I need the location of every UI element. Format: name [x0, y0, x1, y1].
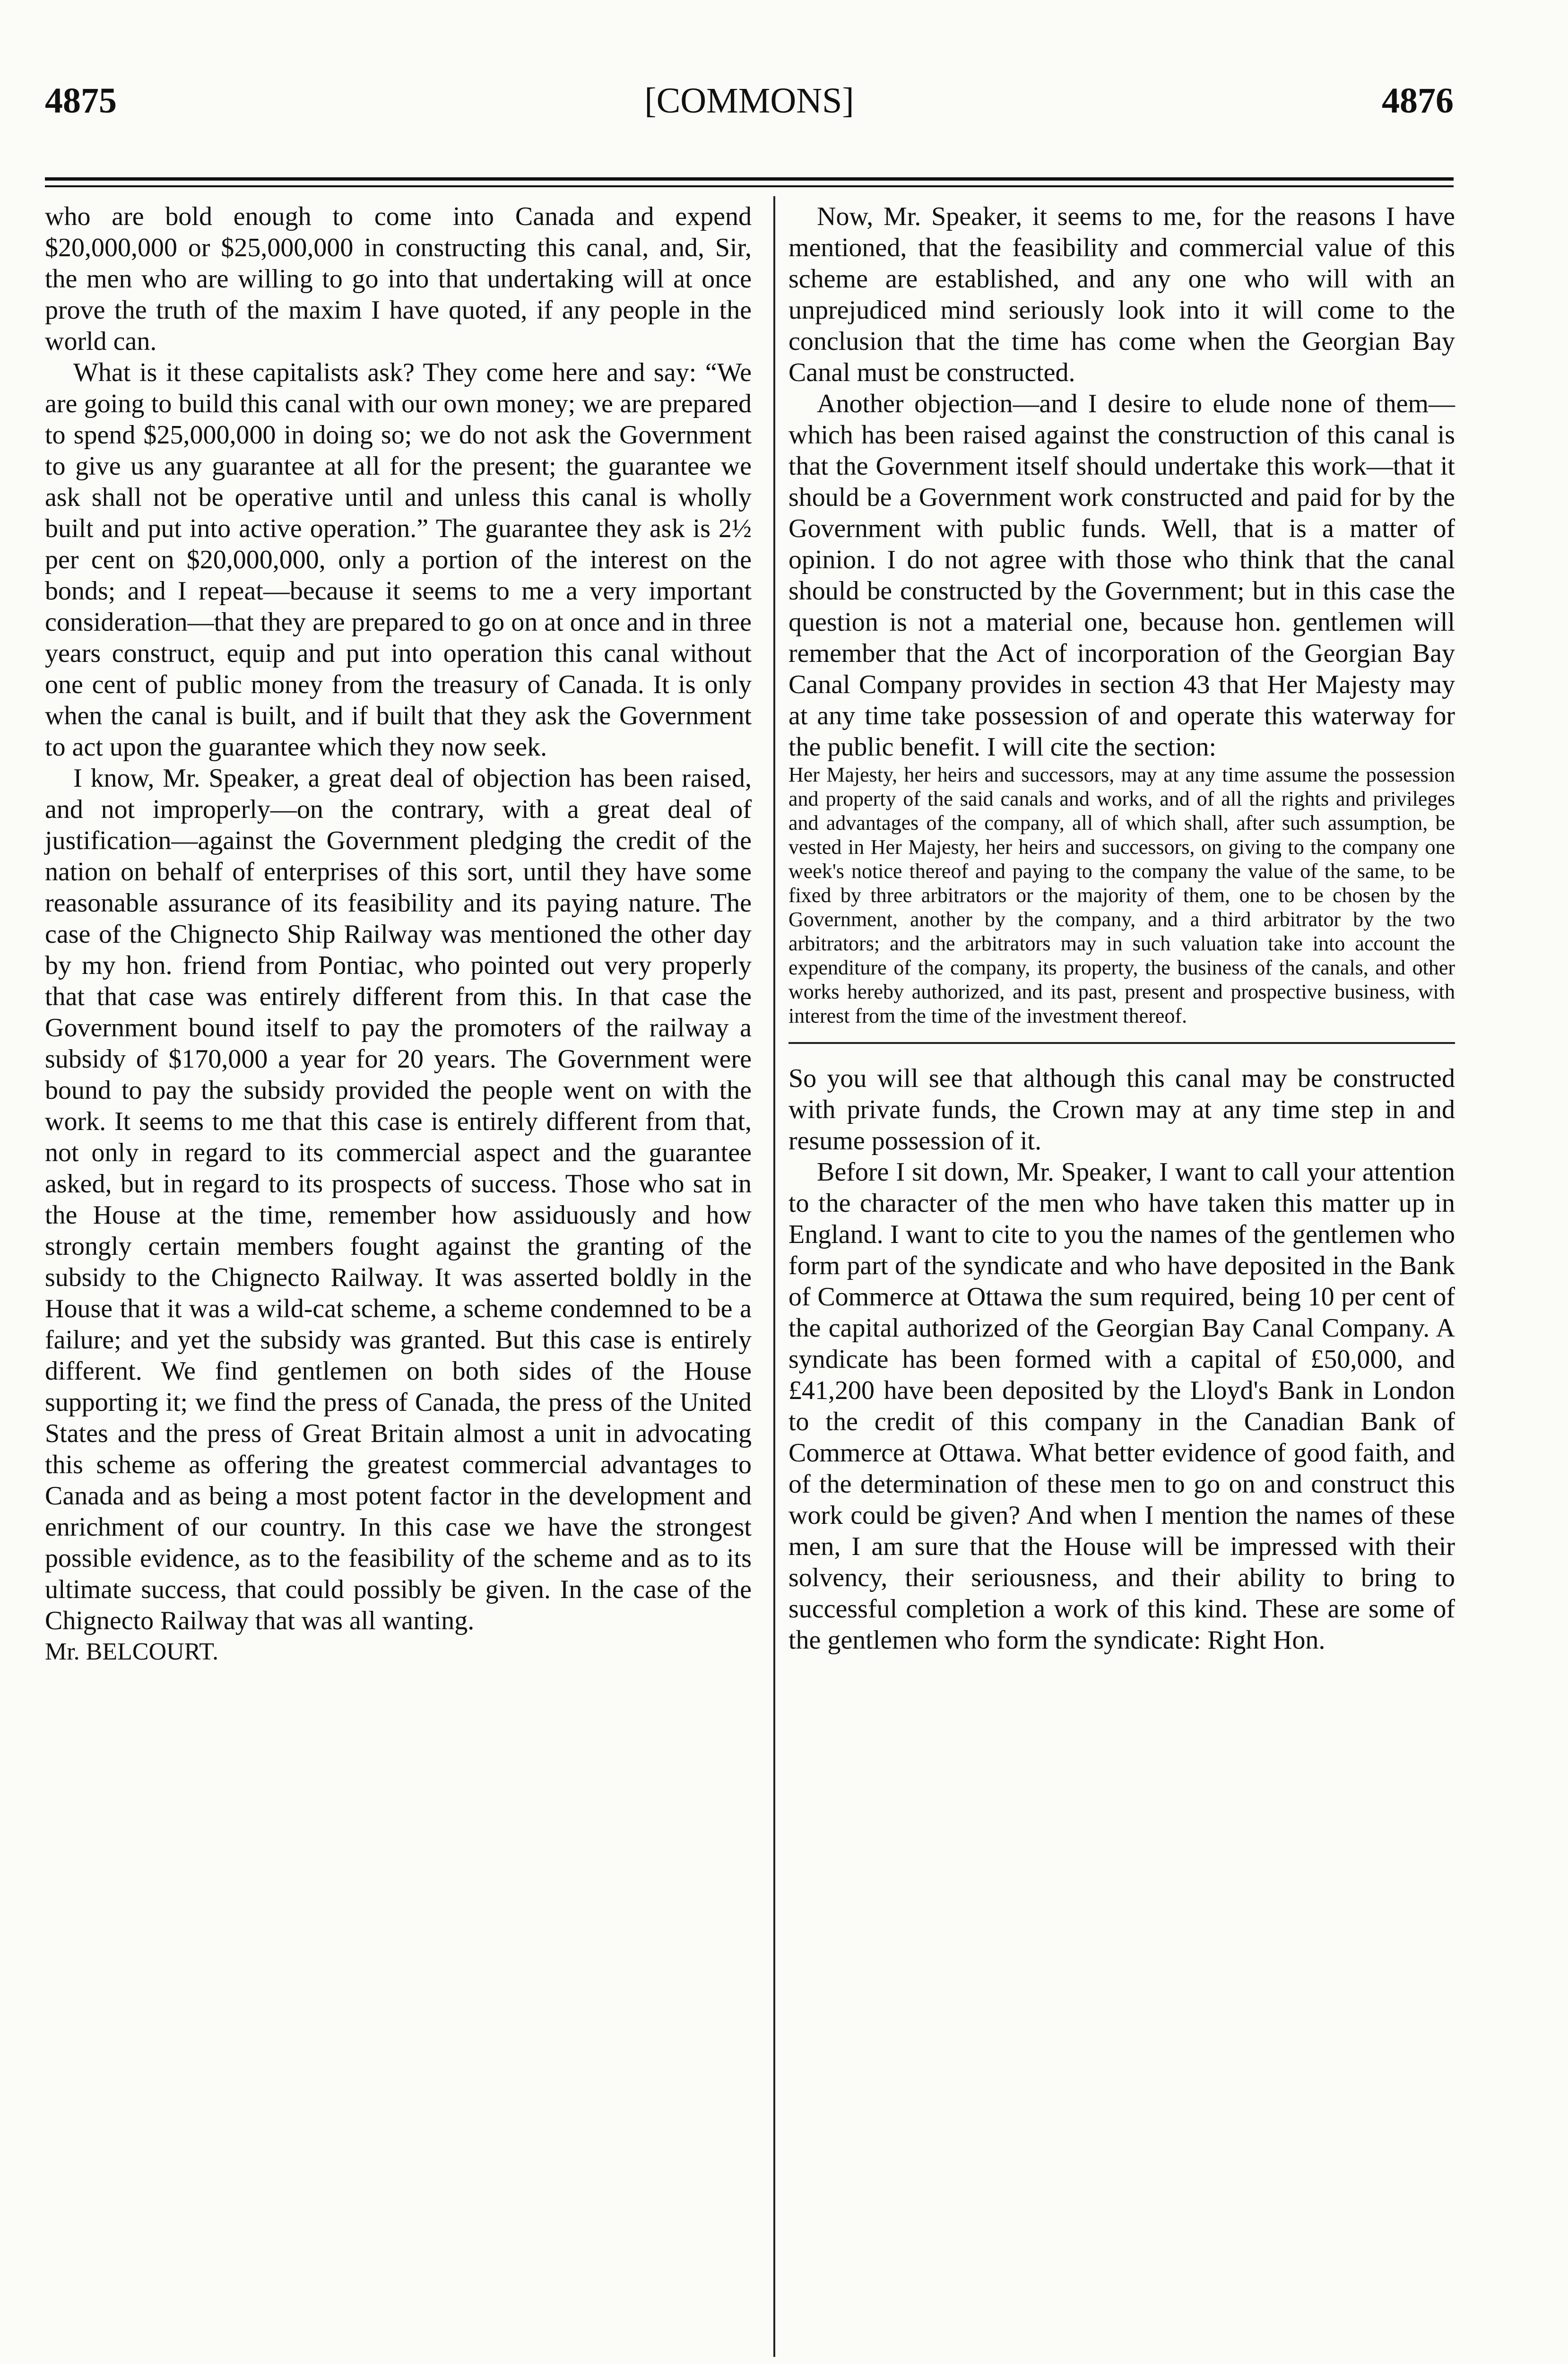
left-column [45, 201, 752, 1668]
page-number-right: 4876 [1382, 81, 1454, 121]
quote-separator [788, 1042, 1455, 1044]
right-column [788, 201, 1455, 1656]
right-paragraph-1: Now, Mr. Speaker, it seems to me, for the reasons I have mentioned, that the feasibility and commercial value of this scheme are established, and any one who will with an unprejudiced mind seriously look into it will come to the conclusion that the time has come when the Georgian Bay Canal must be constructed. [788, 202, 1455, 387]
page-header [45, 71, 1454, 147]
left-paragraph-1: who are bold enough to come into Canada and expend $20,000,000 or $25,000,000 in constructing this canal, and, Sir, the men who are willing to go into that undertaking will at once prove the truth of the maxim I have quoted, if any people in the world can. [45, 202, 752, 356]
left-paragraph-2: What is it these capitalists ask? They come here and say: “We are going to build this canal with our own money; we are prepared to spend $25,000,000 in doing so; we do not ask the Government to give us any guarantee at all for the present; the guarantee we ask shall not be operative until and unless this canal is wholly built and put into active operation.” The guarantee they ask is 2½ per cent on $20,000,000, only a portion of the interest on the bonds; and I repeat—because it seems to me a very important consideration—that they are prepared to go on at once and in three years construct, equip and put into operation this canal without one cent of public money from the treasury of Canada. It is only when the canal is built, and if built that they ask the Government to act upon the guarantee which they now seek. [45, 358, 752, 762]
left-paragraph-3: I know, Mr. Speaker, a great deal of objection has been raised, and not improperly—on the contrary, with a great deal of justification—against the Government pledging the credit of the nation on behalf of enterprises of this sort, until they have some reasonable assurance of its feasibility and its paying nature. The case of the Chignecto Ship Railway was mentioned the other day by my hon. friend from Pontiac, who pointed out very properly that that case was entirely different from this. In that case the Government bound itself to pay the promoters of the railway a subsidy of $170,000 a year for 20 years. The Government were bound to pay the subsidy provided the people went on with the work. It seems to me that this case is entirely different from that, not only in regard to its commercial aspect and the guarantee asked, but in regard to its prospects of success. Those who sat in the House at the time, remember how assiduously and how strongly certain members fought against the granting of the subsidy to the Chignecto Railway. It was asserted boldly in the House that it was a wild-cat scheme, a scheme condemned to be a failure; and yet the subsidy was granted. But this case is entirely different. We find gentlemen on both sides of the House supporting it; we find the press of Canada, the press of the United States and the press of Great Britain almost a unit in advocating this scheme as offering the greatest commercial advantages to Canada and as being a most potent factor in the development and enrichment of our country. In this case we have the strongest possible evidence, as to the feasibility of the scheme and as to its ultimate success, that could possibly be given. In the case of the Chignecto Railway that was all wanting. [45, 764, 752, 1635]
speaker-name: Mr. BELCOURT. [45, 1638, 219, 1665]
quoted-section: Her Majesty, her heirs and successors, may at any time assume the possession and property of the said canals and works, and of all the rights and privileges and advantages of the company, all of which shall, after such assumption, be vested in Her Majesty, her heirs and successors, on giving to the company one week's notice thereof and paying to the company the value of the same, to be fixed by three arbitrators or the majority of them, one to be chosen by the Government, another by the company, and a third arbitrator by the two arbitrators; and the arbitrators may in such valuation take into account the expenditure of the company, its property, the business of the canals, and other works hereby authorized, and its past, present and prospective business, with interest from the time of the investment thereof. [788, 763, 1455, 1027]
right-paragraph-2: Another objection—and I desire to elude none of them—which has been raised against the construction of this canal is that the Government itself should undertake this work—that it should be a Government work constructed and paid for by the Government with public funds. Well, that is a matter of opinion. I do not agree with those who think that the canal should be constructed by the Government; but in this case the question is not a material one, because hon. gentlemen will remember that the Act of incorporation of the Georgian Bay Canal Company provides in section 43 that Her Majesty may at any time take possession of and operate this waterway for the public benefit. I will cite the section: [788, 389, 1455, 762]
right-paragraph-4: Before I sit down, Mr. Speaker, I want to call your attention to the character of the men who have taken this matter up in England. I want to cite to you the names of the gentlemen who form part of the syndicate and who have deposited in the Bank of Commerce at Ottawa the sum required, being 10 per cent of the capital authorized of the Georgian Bay Canal Company. A syndicate has been formed with a capital of £50,000, and £41,200 have been deposited by the Lloyd's Bank in London to the credit of this company in the Canadian Bank of Commerce at Ottawa. What better evidence of good faith, and of the determination of these men to go on and construct this work could be given? And when I mention the names of these men, I am sure that the House will be impressed with their solvency, their seriousness, and their ability to bring to successful completion a work of this kind. These are some of the gentlemen who form the syndicate: Right Hon. [788, 1157, 1455, 1655]
right-paragraph-3: So you will see that although this canal may be constructed with private funds, the Crown may at any time step in and resume possession of it. [788, 1064, 1455, 1156]
running-title: [COMMONS] [644, 81, 854, 121]
page-number-left: 4875 [45, 81, 117, 121]
header-rule-thick [45, 177, 1454, 181]
column-divider [773, 196, 775, 2357]
header-rule-thin [45, 185, 1454, 187]
